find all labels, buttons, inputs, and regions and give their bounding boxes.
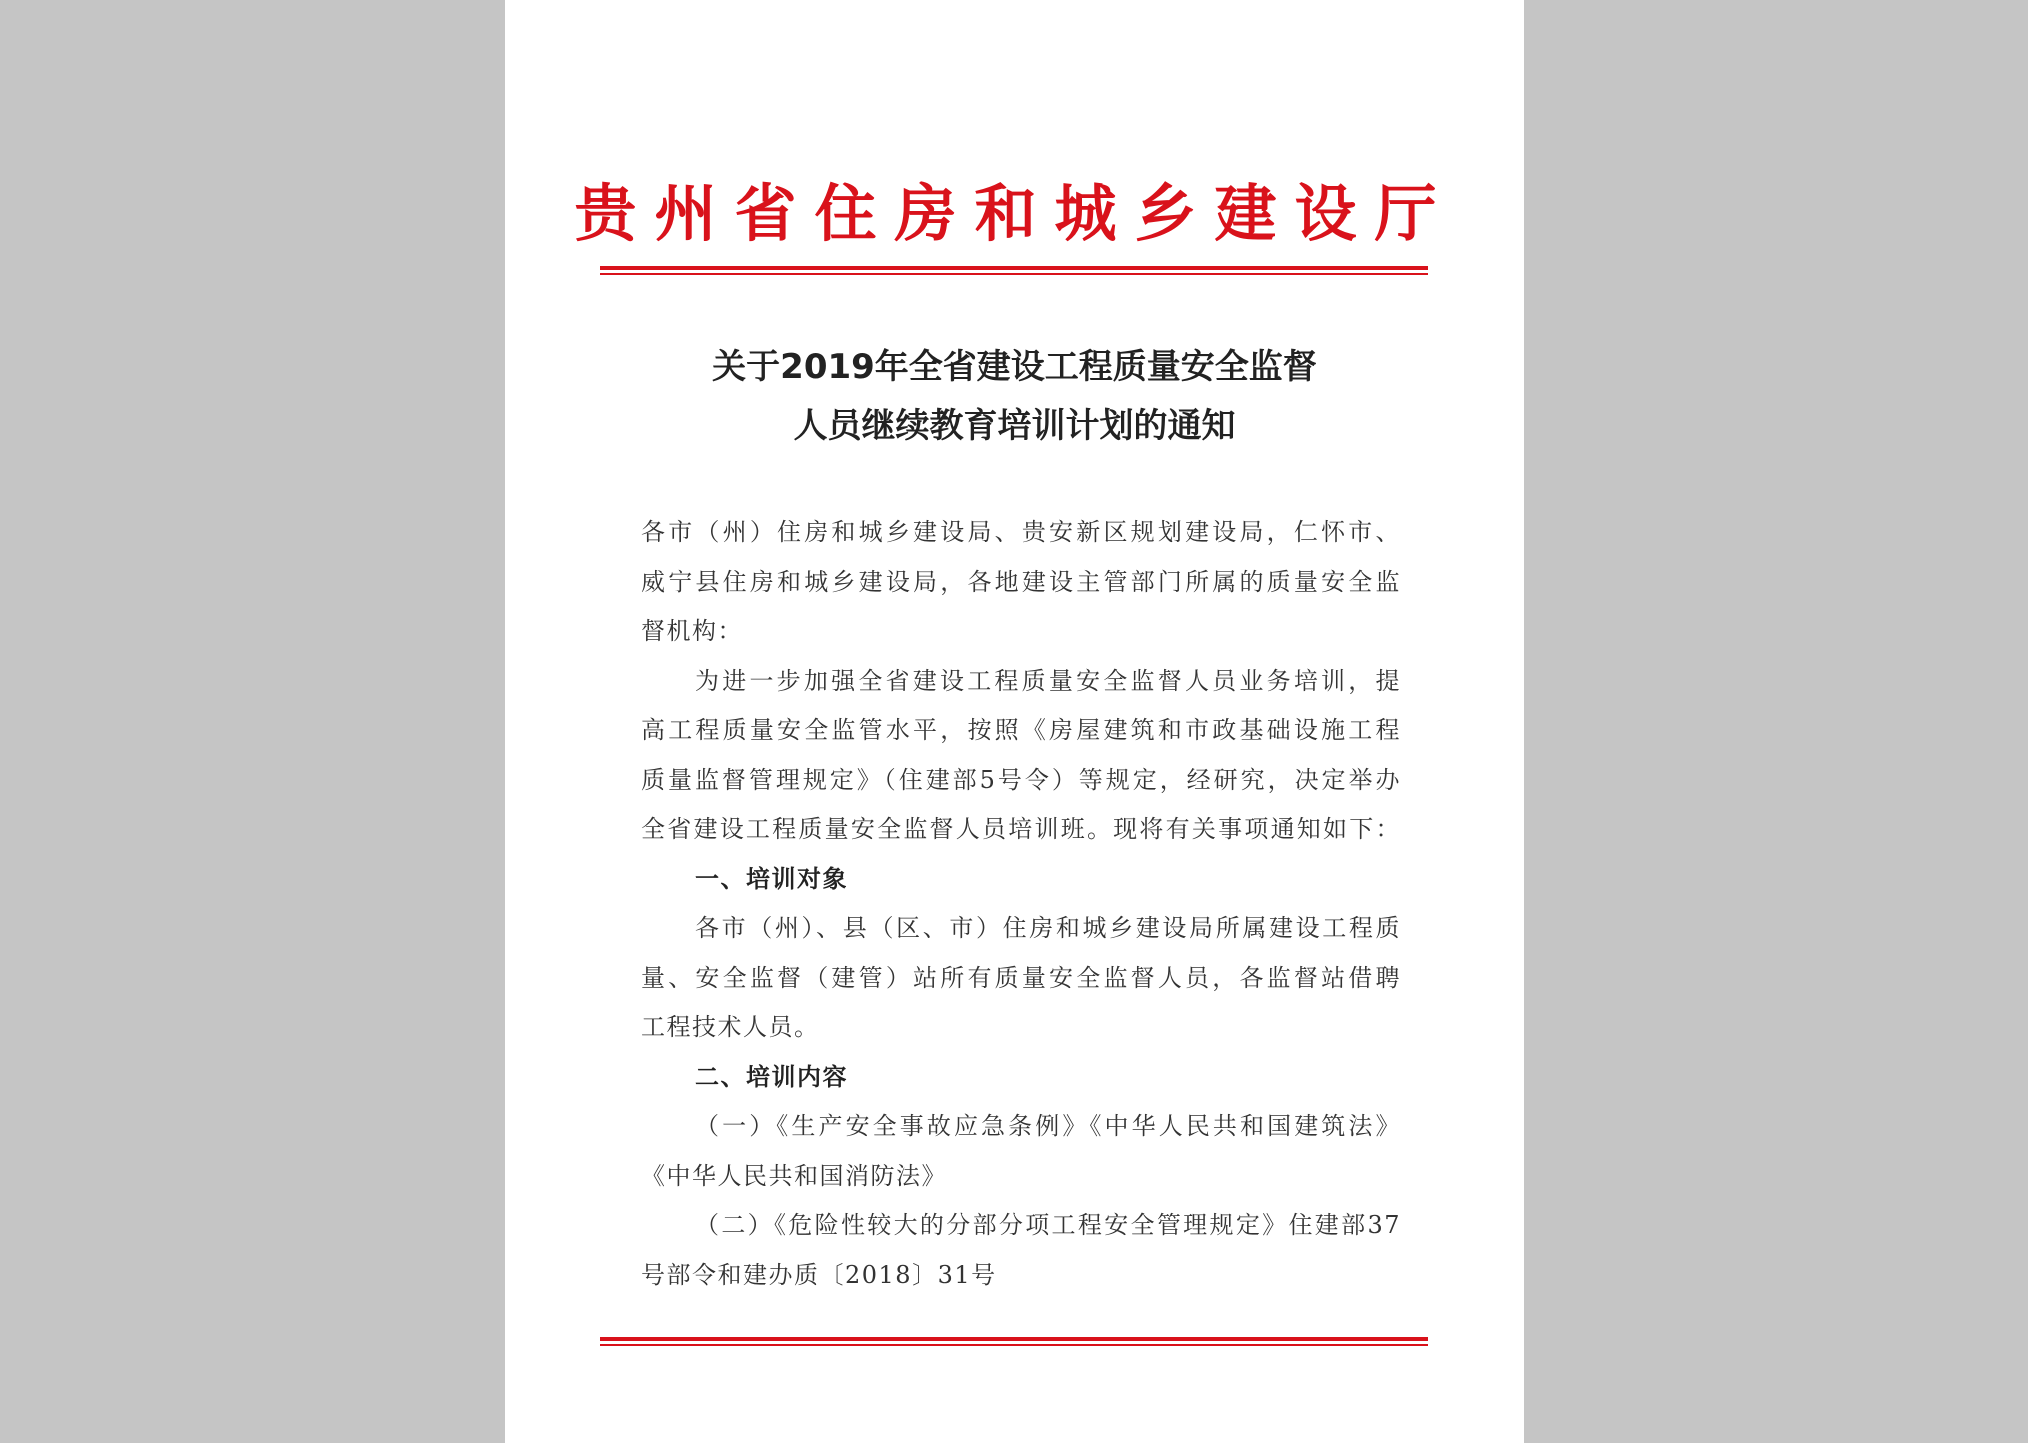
- intro-line-3: 质量监督管理规定》（住建部5号令）等规定，经研究，决定举办: [641, 765, 1401, 794]
- content-item-2-line-1: （二）《危险性较大的分部分项工程安全管理规定》住建部37: [695, 1211, 1401, 1239]
- addressee-line-2: 威宁县住房和城乡建设局，各地建设主管部门所属的质量安全监: [641, 567, 1401, 596]
- content-item-2: [641, 1201, 1401, 1300]
- rule-thin-line: [600, 273, 1428, 275]
- content-item-1: [641, 1102, 1401, 1201]
- document-page: [505, 0, 1524, 1443]
- intro-line-1: 为进一步加强全省建设工程质量安全监督人员业务培训，提: [695, 666, 1401, 695]
- document-body: [641, 508, 1401, 1300]
- addressee-line-3: 督机构：: [641, 617, 743, 645]
- intro-line-4: 全省建设工程质量安全监督人员培训班。现将有关事项通知如下：: [641, 815, 1401, 843]
- section-heading-training-target: 一、培训对象: [695, 864, 848, 893]
- issuer-header: 贵州省住房和城乡建设厅: [574, 177, 1455, 250]
- header-red-rule: [600, 266, 1428, 275]
- document-title: [505, 338, 1524, 456]
- target-line-2: 量、安全监督（建管）站所有质量安全监督人员，各监督站借聘: [641, 963, 1401, 992]
- section-heading-training-content: 二、培训内容: [695, 1062, 848, 1091]
- intro-paragraph: [641, 657, 1401, 855]
- content-item-1-line-2: 《中华人民共和国消防法》: [641, 1161, 947, 1190]
- rule-thick-line: [600, 266, 1428, 270]
- target-line-1: 各市（州）、县（区、市）住房和城乡建设局所属建设工程质: [695, 914, 1401, 942]
- addressee-paragraph: [641, 508, 1401, 657]
- title-line-1: 关于2019年全省建设工程质量安全监督: [712, 347, 1317, 387]
- footer-red-rule: [600, 1337, 1428, 1346]
- training-target-paragraph: [641, 904, 1401, 1053]
- target-line-3: 工程技术人员。: [641, 1013, 820, 1041]
- title-line-2: 人员继续教育培训计划的通知: [793, 406, 1236, 446]
- content-item-2-line-2: 号部令和建办质〔2018〕31号: [641, 1260, 997, 1289]
- content-item-1-line-1: （一）《生产安全事故应急条例》《中华人民共和国建筑法》: [695, 1112, 1401, 1140]
- addressee-line-1: 各市（州）住房和城乡建设局、贵安新区规划建设局，仁怀市、: [641, 518, 1401, 546]
- rule-thick-line: [600, 1337, 1428, 1341]
- intro-line-2: 高工程质量安全监管水平，按照《房屋建筑和市政基础设施工程: [641, 716, 1401, 744]
- rule-thin-line: [600, 1344, 1428, 1346]
